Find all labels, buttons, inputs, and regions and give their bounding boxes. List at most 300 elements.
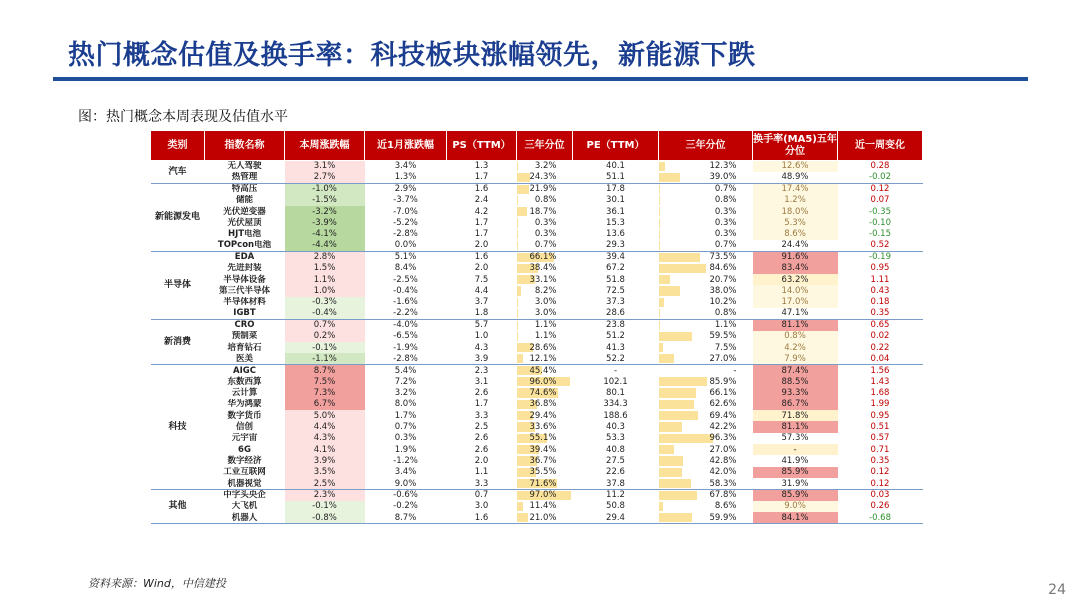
pe-cell: 15.3 — [606, 217, 625, 228]
weekly-delta-cell: 0.43 — [870, 285, 890, 296]
week-change-cell: 5.0% — [285, 410, 365, 421]
index-name: 半导体材料 — [223, 297, 266, 308]
ps-percentile-value: 36.8% — [529, 399, 557, 410]
week-change-cell: 0.7% — [285, 319, 365, 330]
turnover-percentile-cell: 47.1% — [753, 308, 838, 319]
ps-percentile-value: 0.3% — [534, 217, 557, 228]
ps-percentile-value: 36.7% — [529, 456, 557, 467]
figure-caption: 图：热门概念本周表现及估值水平 — [78, 109, 288, 125]
ps-cell: 1.6 — [474, 252, 489, 263]
index-name: 中字头央企 — [223, 490, 266, 501]
ps-percentile-cell — [517, 467, 573, 478]
table-row — [151, 501, 923, 512]
pe-cell: 188.6 — [603, 410, 628, 421]
month-change-cell: -0.4% — [393, 285, 418, 296]
ps-percentile-value: 1.1% — [534, 320, 557, 331]
table-row — [151, 251, 923, 262]
table-row — [151, 365, 923, 376]
pe-percentile-cell — [659, 501, 753, 512]
header-turnover-percentile: 换手率(MA5)五年分位 — [753, 131, 838, 161]
weekly-delta-cell: 0.18 — [870, 297, 890, 308]
month-change-cell: 3.4% — [394, 467, 417, 478]
ps-percentile-cell — [517, 410, 573, 421]
ps-cell: 2.6 — [474, 444, 489, 455]
turnover-percentile-cell: 8.6% — [753, 229, 838, 240]
sector-label: 其他 — [151, 489, 205, 523]
week-change-cell: 3.9% — [285, 455, 365, 466]
ps-percentile-cell — [517, 444, 573, 455]
month-change-cell: -4.0% — [393, 320, 418, 331]
index-name: 工业互联网 — [223, 467, 266, 478]
week-change-cell: 0.2% — [285, 331, 365, 342]
table-row — [151, 376, 923, 387]
pe-percentile-cell — [659, 478, 753, 489]
ps-cell: 4.3 — [474, 342, 489, 353]
pe-percentile-value: 0.7% — [714, 240, 737, 251]
pe-percentile-value: 59.9% — [709, 512, 737, 523]
ps-cell: 3.0 — [474, 501, 489, 512]
pe-cell: 40.3 — [606, 422, 625, 433]
ps-percentile-cell — [517, 285, 573, 296]
pe-percentile-cell — [659, 297, 753, 308]
pe-cell: 27.5 — [606, 456, 625, 467]
ps-percentile-value: 1.1% — [534, 331, 557, 342]
ps-percentile-value: 12.1% — [529, 353, 557, 364]
ps-percentile-cell — [517, 206, 573, 217]
week-change-cell: 4.1% — [285, 444, 365, 455]
pe-percentile-value: 0.7% — [714, 184, 737, 195]
ps-cell: 1.7 — [474, 399, 489, 410]
pe-cell: 39.4 — [606, 252, 625, 263]
week-change-cell: 3.5% — [285, 467, 365, 478]
pe-cell: 17.8 — [606, 184, 625, 195]
pe-cell: 37.8 — [573, 478, 659, 489]
ps-percentile-value: 8.2% — [534, 285, 557, 296]
index-name: 热管理 — [205, 172, 285, 183]
ps-percentile-value: 33.1% — [529, 274, 557, 285]
week-change-cell: 4.3% — [285, 433, 365, 444]
pe-cell: 11.2 — [606, 490, 625, 501]
ps-cell: 2.0 — [474, 263, 489, 274]
ps-percentile-cell — [517, 331, 573, 342]
month-change-cell: 2.9% — [394, 184, 417, 195]
header-weekly-delta: 近一周变化 — [838, 131, 923, 161]
weekly-delta-cell: 0.02 — [870, 331, 890, 342]
pe-percentile-cell — [659, 229, 753, 240]
sector-label: 新能源发电 — [151, 183, 205, 251]
turnover-percentile-cell: 17.4% — [753, 183, 838, 194]
pe-cell: 51.8 — [606, 274, 625, 285]
pe-percentile-value: 7.5% — [714, 342, 737, 353]
pe-cell: 36.1 — [606, 206, 625, 217]
ps-cell: 1.0 — [474, 331, 489, 342]
ps-percentile-cell — [517, 172, 573, 183]
pe-percentile-cell — [659, 433, 753, 444]
ps-percentile-cell — [517, 308, 573, 319]
header-pe: PE（TTM） — [573, 131, 659, 161]
weekly-delta-cell: 1.11 — [870, 274, 890, 285]
ps-cell: 3.3 — [474, 410, 489, 421]
index-name: 6G — [238, 444, 251, 455]
index-name: 储能 — [235, 195, 253, 206]
ps-percentile-cell — [517, 217, 573, 228]
ps-percentile-value: 38.4% — [529, 263, 557, 274]
index-name: 元宇宙 — [231, 433, 258, 444]
week-change-cell: 2.5% — [285, 478, 365, 489]
index-name: 光伏屋顶 — [227, 217, 262, 228]
table-row — [151, 444, 923, 455]
concept-valuation-table — [150, 130, 923, 524]
month-change-cell: 5.4% — [394, 365, 417, 376]
table-row — [151, 274, 923, 285]
table-row — [151, 172, 923, 183]
ps-cell: 2.0 — [447, 240, 517, 251]
ps-cell: 4.4 — [474, 285, 489, 296]
turnover-percentile-cell: 9.0% — [753, 501, 838, 512]
index-name: AIGC — [233, 365, 256, 376]
weekly-delta-cell: -0.10 — [869, 217, 891, 228]
ps-percentile-value: 96.0% — [529, 376, 557, 387]
pe-percentile-cell — [659, 183, 753, 194]
index-name: 东数西算 — [227, 376, 262, 387]
table-row — [151, 297, 923, 308]
pe-cell: 51.1 — [573, 172, 659, 183]
month-change-cell: -5.2% — [393, 217, 418, 228]
table-row — [151, 263, 923, 274]
week-change-cell: -1.1% — [285, 353, 365, 364]
sector-label: 科技 — [151, 365, 205, 490]
pe-percentile-value: 42.2% — [709, 422, 737, 433]
index-name: TOPcon电池 — [205, 240, 285, 251]
pe-percentile-cell — [659, 161, 753, 172]
ps-cell: 2.6 — [474, 433, 489, 444]
month-change-cell: 7.2% — [394, 376, 417, 387]
pe-percentile-value: 0.8% — [714, 308, 737, 319]
page-title: 热门概念估值及换手率：科技板块涨幅领先，新能源下跌 — [68, 40, 756, 71]
index-name: 信创 — [235, 422, 253, 433]
pe-percentile-value: 0.3% — [714, 229, 737, 240]
week-change-cell: 8.7% — [285, 365, 365, 376]
ps-percentile-value: 33.6% — [529, 422, 557, 433]
ps-percentile-value: 35.5% — [529, 467, 557, 478]
pe-percentile-value: 69.4% — [709, 410, 737, 421]
month-change-cell: -2.8% — [393, 229, 418, 240]
ps-cell: 4.2 — [474, 206, 489, 217]
ps-percentile-cell — [517, 489, 573, 500]
pe-percentile-value: 27.0% — [709, 444, 737, 455]
ps-cell: 5.7 — [474, 320, 489, 331]
header-month-change: 近1月涨跌幅 — [365, 131, 447, 161]
weekly-delta-cell: 0.57 — [870, 433, 890, 444]
ps-percentile-cell — [517, 195, 573, 206]
table-row — [151, 489, 923, 500]
index-name: 云计算 — [231, 388, 258, 399]
weekly-delta-cell: 1.99 — [870, 399, 890, 410]
week-change-cell: -3.9% — [285, 217, 365, 228]
month-change-cell: 8.0% — [394, 399, 417, 410]
week-change-cell: -1.0% — [285, 183, 365, 194]
month-change-cell: -1.9% — [393, 342, 418, 353]
month-change-cell: 0.7% — [394, 422, 417, 433]
turnover-percentile-cell: 63.2% — [753, 274, 838, 285]
pe-percentile-value: 42.0% — [709, 467, 737, 478]
title-divider — [53, 77, 1028, 81]
index-name: 无人驾驶 — [227, 161, 262, 172]
pe-percentile-value: 8.6% — [714, 501, 737, 512]
week-change-cell: 1.0% — [285, 285, 365, 296]
table-row — [151, 410, 923, 421]
pe-percentile-value: 66.1% — [709, 388, 737, 399]
table-row — [151, 195, 923, 206]
pe-percentile-value: 0.3% — [714, 206, 737, 217]
index-name: CRO — [234, 320, 255, 331]
table-row — [151, 342, 923, 353]
pe-percentile-cell — [659, 444, 753, 455]
ps-cell: 2.3 — [474, 365, 489, 376]
ps-percentile-cell — [517, 501, 573, 512]
index-name: 医美 — [205, 353, 285, 364]
month-change-cell: 0.3% — [394, 433, 417, 444]
pe-percentile-cell — [659, 353, 753, 364]
month-change-cell: -2.2% — [365, 308, 447, 319]
turnover-percentile-cell: 81.1% — [753, 319, 838, 330]
pe-cell: 72.5 — [606, 285, 625, 296]
table-row — [151, 217, 923, 228]
table-row — [151, 353, 923, 364]
month-change-cell: -2.5% — [393, 274, 418, 285]
turnover-percentile-cell: 83.4% — [753, 263, 838, 274]
pe-percentile-cell — [659, 512, 753, 523]
weekly-delta-cell: 1.43 — [870, 376, 890, 387]
ps-percentile-value: 3.2% — [534, 161, 557, 172]
week-change-cell: 4.4% — [285, 421, 365, 432]
ps-percentile-cell — [517, 183, 573, 194]
table-row — [151, 478, 923, 489]
ps-cell: 1.7 — [474, 229, 489, 240]
month-change-cell: 8.7% — [365, 512, 447, 523]
pe-percentile-cell — [659, 172, 753, 183]
pe-cell: 53.3 — [606, 433, 625, 444]
week-change-cell: 1.5% — [285, 263, 365, 274]
turnover-percentile-cell: 48.9% — [753, 172, 838, 183]
index-name: 先进封装 — [227, 263, 262, 274]
turnover-percentile-cell: 18.0% — [753, 206, 838, 217]
sector-label: 汽车 — [151, 161, 205, 184]
index-name: 特高压 — [231, 184, 258, 195]
ps-percentile-cell — [517, 251, 573, 262]
month-change-cell: -6.5% — [393, 331, 418, 342]
turnover-percentile-cell: 71.8% — [753, 410, 838, 421]
turnover-percentile-cell: 86.7% — [753, 399, 838, 410]
month-change-cell: 9.0% — [365, 478, 447, 489]
week-change-cell: -4.4% — [285, 240, 365, 251]
pe-cell: 334.3 — [603, 399, 628, 410]
table-row — [151, 467, 923, 478]
pe-percentile-cell — [659, 399, 753, 410]
weekly-delta-cell: 0.28 — [870, 161, 890, 172]
weekly-delta-cell: 0.12 — [870, 184, 890, 195]
weekly-delta-cell: -0.02 — [838, 172, 923, 183]
pe-percentile-value: 39.0% — [709, 172, 737, 183]
pe-cell: 80.1 — [606, 388, 625, 399]
ps-percentile-cell — [517, 297, 573, 308]
pe-cell: 102.1 — [603, 376, 628, 387]
pe-cell: - — [613, 365, 618, 376]
ps-percentile-value: 71.6% — [529, 478, 557, 489]
pe-cell: 30.1 — [606, 195, 625, 206]
turnover-percentile-cell: 41.9% — [781, 456, 809, 467]
weekly-delta-cell: -0.68 — [838, 512, 923, 523]
week-change-cell: 2.7% — [285, 172, 365, 183]
pe-percentile-value: 58.3% — [709, 478, 737, 489]
pe-percentile-cell — [659, 421, 753, 432]
pe-cell: 67.2 — [606, 263, 625, 274]
ps-percentile-value: 21.0% — [529, 512, 557, 523]
index-name: 半导体设备 — [223, 274, 266, 285]
ps-percentile-cell — [517, 433, 573, 444]
table-header-row — [151, 131, 923, 161]
header-ps: PS（TTM） — [447, 131, 517, 161]
source-note: 资料来源：Wind，中信建投 — [88, 577, 226, 590]
pe-percentile-cell — [659, 365, 753, 376]
ps-cell: 1.8 — [447, 308, 517, 319]
ps-percentile-value: 66.1% — [529, 252, 557, 263]
turnover-percentile-cell: 81.1% — [753, 421, 838, 432]
week-change-cell: -0.3% — [285, 297, 365, 308]
index-name: 光伏逆变器 — [223, 206, 266, 217]
month-change-cell: -0.6% — [393, 490, 418, 501]
week-change-cell: 2.8% — [285, 251, 365, 262]
pe-percentile-value: 12.3% — [709, 161, 737, 172]
month-change-cell: -3.7% — [393, 195, 418, 206]
turnover-percentile-cell: 85.9% — [753, 489, 838, 500]
turnover-percentile-cell: 88.5% — [753, 376, 838, 387]
pe-cell: 50.8 — [606, 501, 625, 512]
turnover-percentile-cell: 93.3% — [753, 387, 838, 398]
weekly-delta-cell: 1.68 — [870, 388, 890, 399]
pe-cell: 29.4 — [573, 512, 659, 523]
turnover-percentile-cell: 0.8% — [753, 331, 838, 342]
pe-cell: 52.2 — [573, 353, 659, 364]
ps-percentile-value: 39.4% — [529, 444, 557, 455]
turnover-percentile-cell: 17.0% — [753, 297, 838, 308]
week-change-cell: -0.1% — [285, 342, 365, 353]
weekly-delta-cell: -0.35 — [869, 206, 891, 217]
weekly-delta-cell: 0.51 — [870, 422, 890, 433]
pe-percentile-value: 38.0% — [709, 285, 737, 296]
pe-percentile-value: 0.8% — [714, 195, 737, 206]
header-sector: 类别 — [151, 131, 205, 161]
weekly-delta-cell: 0.07 — [870, 195, 890, 206]
ps-percentile-value: 0.8% — [534, 195, 557, 206]
index-name: 大飞机 — [231, 501, 258, 512]
ps-percentile-value: 55.1% — [529, 433, 557, 444]
ps-percentile-value: 28.6% — [529, 342, 557, 353]
ps-percentile-value: 3.0% — [534, 308, 557, 319]
ps-percentile-value: 11.4% — [529, 501, 557, 512]
header-index-name: 指数名称 — [205, 131, 285, 161]
turnover-percentile-cell: 57.3% — [781, 433, 809, 444]
pe-percentile-value: 73.5% — [709, 252, 737, 263]
header-week-change: 本周涨跌幅 — [285, 131, 365, 161]
pe-percentile-cell — [659, 319, 753, 330]
ps-percentile-cell — [517, 229, 573, 240]
month-change-cell: -7.0% — [393, 206, 418, 217]
ps-cell: 1.1 — [474, 467, 489, 478]
weekly-delta-cell: 0.65 — [870, 320, 890, 331]
turnover-percentile-cell: 12.6% — [753, 161, 838, 172]
pe-cell: 41.3 — [606, 342, 625, 353]
week-change-cell: 3.1% — [285, 161, 365, 172]
index-name: 机器视觉 — [205, 478, 285, 489]
weekly-delta-cell: 0.03 — [870, 490, 890, 501]
week-change-cell: -0.8% — [285, 512, 365, 523]
pe-percentile-value: 0.3% — [714, 217, 737, 228]
week-change-cell: -0.1% — [285, 501, 365, 512]
ps-percentile-cell — [517, 387, 573, 398]
weekly-delta-cell: 0.12 — [870, 467, 890, 478]
table-row — [151, 229, 923, 240]
weekly-delta-cell: 0.04 — [838, 353, 923, 364]
week-change-cell: -1.5% — [285, 195, 365, 206]
turnover-percentile-cell: - — [753, 444, 838, 455]
pe-percentile-cell — [659, 467, 753, 478]
weekly-delta-cell: 0.95 — [870, 263, 890, 274]
weekly-delta-cell: 1.56 — [870, 365, 890, 376]
week-change-cell: 7.3% — [285, 387, 365, 398]
weekly-delta-cell: -0.19 — [869, 252, 891, 263]
pe-cell: 29.3 — [573, 240, 659, 251]
pe-percentile-cell — [659, 308, 753, 319]
ps-cell: 1.6 — [447, 512, 517, 523]
ps-percentile-cell — [517, 512, 573, 523]
turnover-percentile-cell: 7.9% — [753, 353, 838, 364]
week-change-cell: -0.4% — [285, 308, 365, 319]
ps-cell: 1.7 — [447, 172, 517, 183]
pe-percentile-value: 59.5% — [709, 331, 737, 342]
ps-percentile-value: 45.4% — [529, 365, 557, 376]
pe-percentile-cell — [659, 410, 753, 421]
weekly-delta-cell: 0.26 — [870, 501, 890, 512]
index-name: 机器人 — [205, 512, 285, 523]
turnover-percentile-cell: 5.3% — [753, 217, 838, 228]
table-row — [151, 421, 923, 432]
pe-percentile-value: 10.2% — [709, 297, 737, 308]
pe-cell: 37.3 — [606, 297, 625, 308]
page-number: 24 — [1048, 582, 1066, 598]
week-change-cell: 6.7% — [285, 399, 365, 410]
ps-percentile-cell — [517, 376, 573, 387]
month-change-cell: 3.2% — [394, 388, 417, 399]
pe-percentile-value: 1.1% — [714, 320, 737, 331]
header-pe-percentile: 三年分位 — [659, 131, 753, 161]
month-change-cell: -1.2% — [393, 456, 418, 467]
pe-percentile-value: 27.0% — [709, 353, 737, 364]
turnover-percentile-cell: 31.9% — [753, 478, 838, 489]
weekly-delta-cell: 0.71 — [870, 444, 890, 455]
table-row — [151, 183, 923, 194]
pe-cell: 23.8 — [606, 320, 625, 331]
table-row — [151, 285, 923, 296]
month-change-cell: 8.4% — [394, 263, 417, 274]
table-row — [151, 387, 923, 398]
month-change-cell: -1.6% — [393, 297, 418, 308]
pe-cell: 28.6 — [573, 308, 659, 319]
pe-cell: 22.6 — [606, 467, 625, 478]
pe-percentile-cell — [659, 274, 753, 285]
ps-percentile-value: 74.6% — [529, 388, 557, 399]
weekly-delta-cell: 0.35 — [870, 456, 890, 467]
